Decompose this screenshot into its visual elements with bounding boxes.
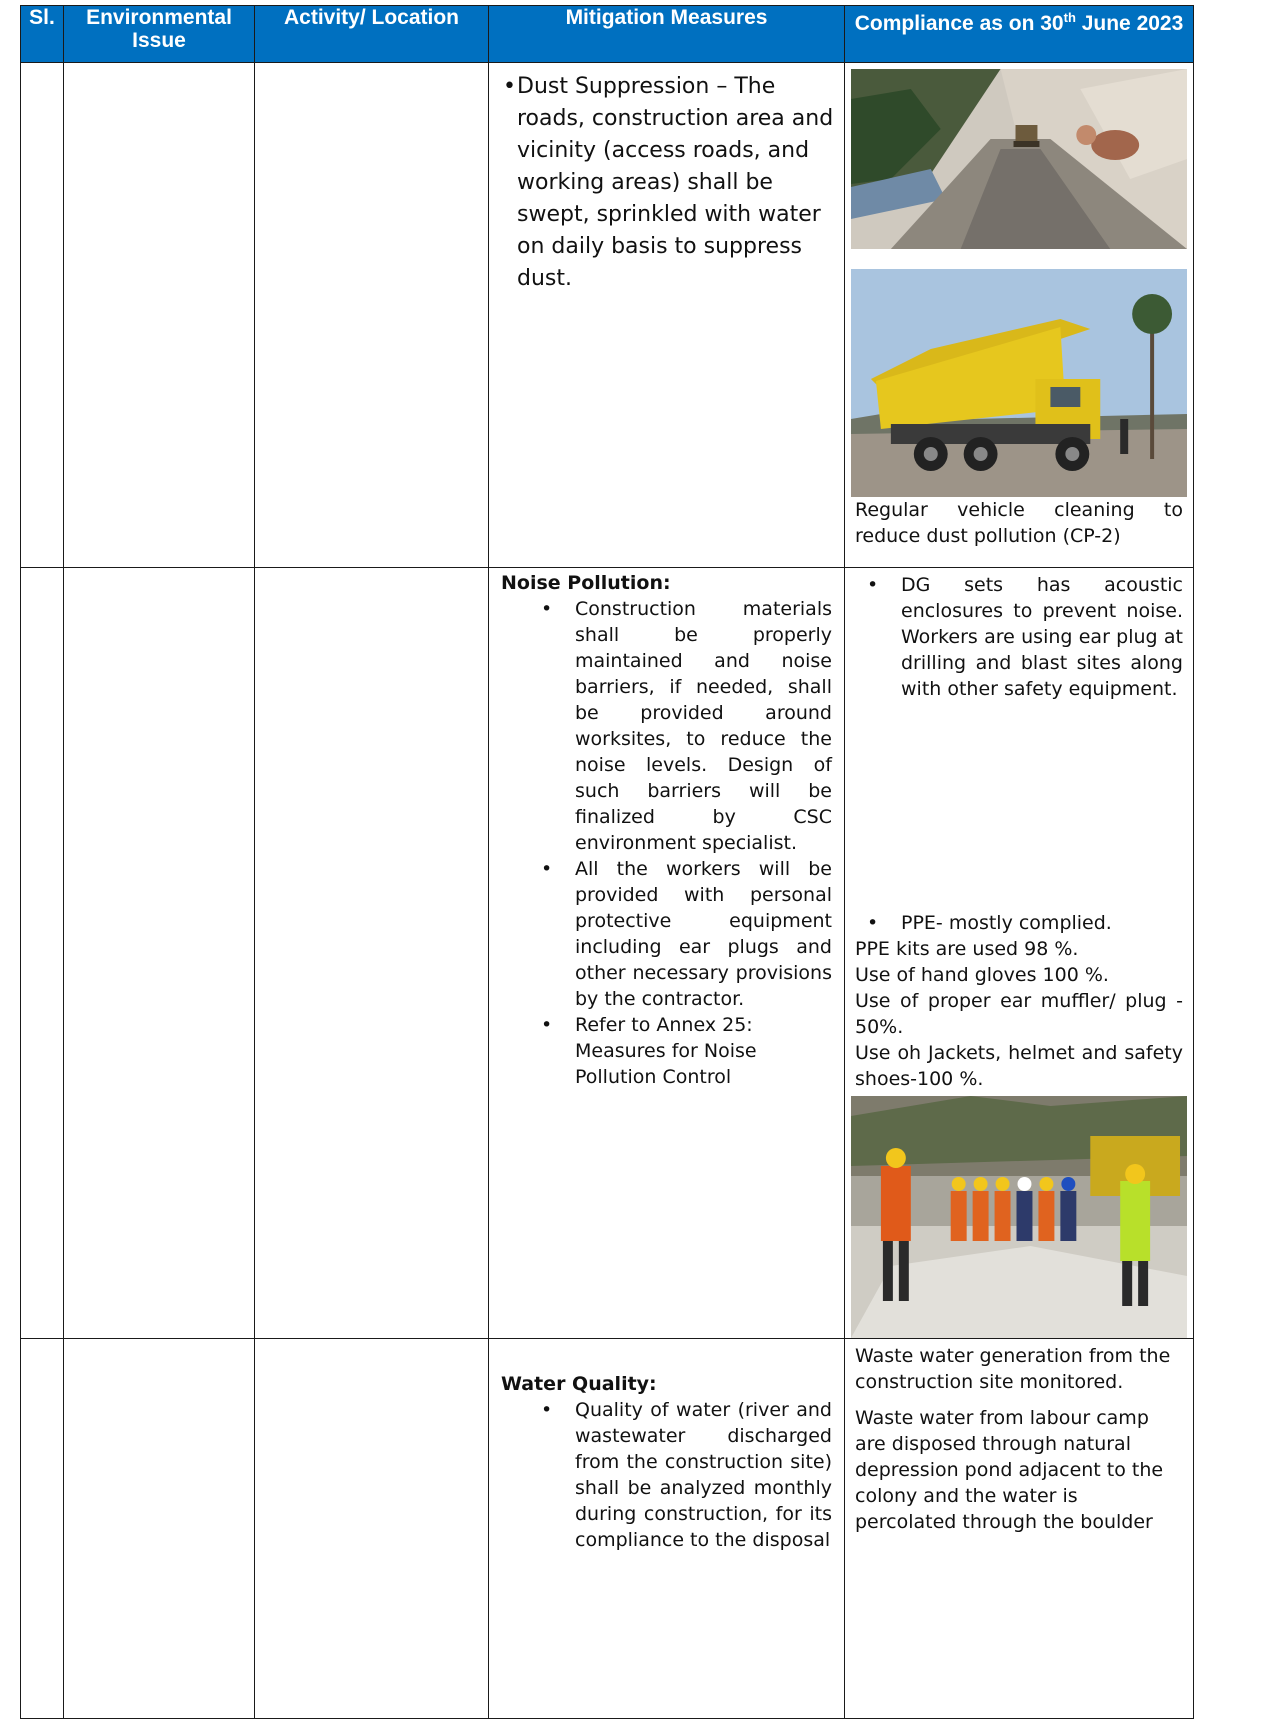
ppe-line: PPE kits are used 98 %. [855, 938, 1079, 960]
photo-workers-briefing [851, 1096, 1187, 1338]
cell-activity [255, 1339, 489, 1719]
header-compliance-sup: th [1063, 10, 1076, 25]
noise-compliance-1: DG sets has acoustic enclosures to prevent noise. Workers are using ear plug at drilling and blast sites along with other safety equipment. [901, 574, 1183, 700]
cell-sl [21, 63, 64, 568]
header-compliance-post: June 2023 [1075, 12, 1184, 35]
cell-activity [255, 63, 489, 568]
bullet-icon: • [541, 1014, 553, 1036]
header-environmental-issue: Environmental Issue [64, 6, 255, 63]
header-mitigation-measures: Mitigation Measures [489, 6, 845, 63]
cell-compliance-noise [845, 568, 1194, 1339]
water-compliance-2: Waste water from labour camp are disposed through natural depression pond adjacent to the colony and the water is percolated through the boulder [855, 1407, 1164, 1533]
list-item [501, 1397, 832, 1553]
cell-mitigation-water [489, 1339, 845, 1719]
bullet-icon: • [867, 574, 879, 596]
list-item [501, 856, 832, 1012]
cell-compliance-dust [845, 63, 1194, 568]
cell-activity [255, 568, 489, 1339]
cell-issue [64, 63, 255, 568]
header-row [21, 6, 1194, 63]
noise-measure-3: Refer to Annex 25: Measures for Noise Pollution Control [575, 1014, 757, 1088]
water-measure-1: Quality of water (river and wastewater discharged from the construction site) shall be analyzed monthly during construction, for its compliance to the disposal [575, 1399, 832, 1551]
ppe-line: Use of hand gloves 100 %. [855, 964, 1109, 986]
list-item [501, 596, 832, 856]
header-compliance-pre: Compliance as on 30 [854, 12, 1064, 35]
table-row-water [21, 1339, 1194, 1719]
list-item [855, 910, 1183, 936]
header-sl: Sl. [21, 6, 64, 63]
cell-sl [21, 568, 64, 1339]
table-row-noise [21, 568, 1194, 1339]
table-row-dust [21, 63, 1194, 568]
list-item [503, 71, 834, 295]
cell-compliance-water [845, 1339, 1194, 1719]
compliance-table [20, 5, 1194, 1719]
bullet-icon: • [541, 598, 553, 620]
cell-sl [21, 1339, 64, 1719]
noise-measure-1: Construction materials shall be properly maintained and noise barriers, if needed, shall be provided around worksites, to reduce the noise levels. Design of such barriers will be finalized by CSC environment specialist. [575, 598, 832, 854]
ppe-line: Use of proper ear muffler/ plug - 50%. [855, 990, 1183, 1038]
noise-compliance-2: PPE- mostly complied. [901, 912, 1112, 934]
cell-issue [64, 568, 255, 1339]
ppe-line: Use oh Jackets, helmet and safety shoes-100 %. [855, 1042, 1183, 1090]
bullet-icon: • [503, 74, 516, 99]
bullet-icon: • [541, 1399, 553, 1421]
cell-issue [64, 1339, 255, 1719]
photo-dump-truck [851, 269, 1187, 497]
noise-measure-2: All the workers will be provided with personal protective equipment including ear plugs and other necessary provisions by the contractor. [575, 858, 832, 1010]
dust-suppression-text: Dust Suppression – The roads, construction area and vicinity (access roads, and working areas) shall be swept, sprinkled with water on daily basis to suppress dust. [517, 74, 834, 291]
water-quality-title: Water Quality: [501, 1373, 657, 1395]
dust-photo-caption: Regular vehicle cleaning to reduce dust pollution (CP-2) [855, 499, 1183, 547]
list-item [501, 1012, 832, 1090]
header-activity-location: Activity/ Location [255, 6, 489, 63]
list-item [855, 572, 1183, 702]
header-compliance [845, 6, 1194, 63]
cell-mitigation-noise [489, 568, 845, 1339]
bullet-icon: • [867, 912, 879, 934]
noise-pollution-title: Noise Pollution: [501, 572, 671, 594]
photo-water-sprinkling-road [851, 69, 1187, 249]
water-compliance-1: Waste water generation from the construction site monitored. [855, 1345, 1171, 1393]
bullet-icon: • [541, 858, 553, 880]
cell-mitigation-dust [489, 63, 845, 568]
